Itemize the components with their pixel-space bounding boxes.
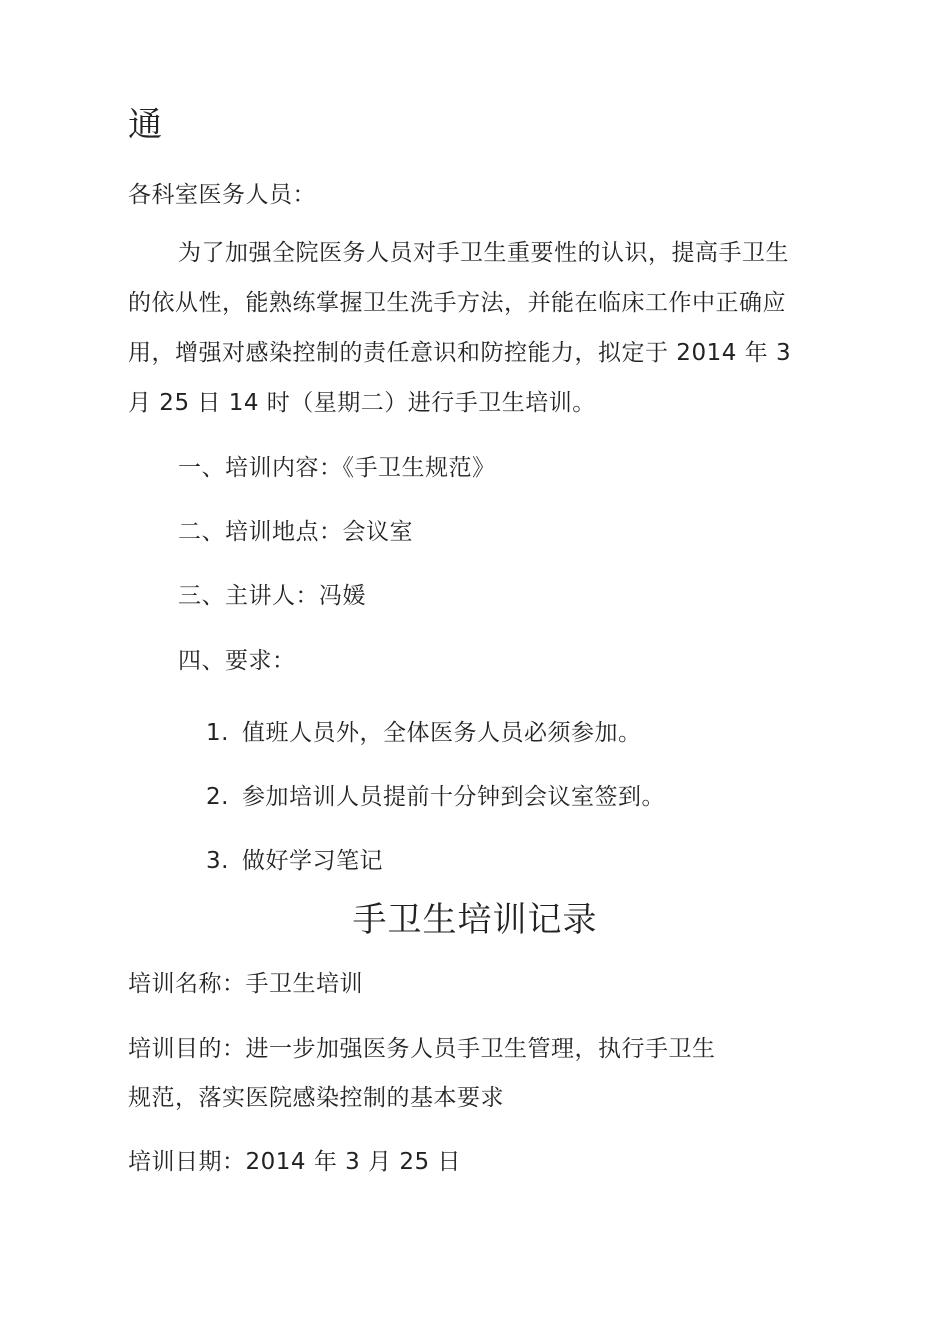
requirement-number: 2. xyxy=(206,784,229,810)
requirement-item xyxy=(206,718,642,748)
training-purpose-line: 规范，落实医院感染控制的基本要求 xyxy=(128,1085,504,1111)
notice-heading: 通 xyxy=(128,105,162,145)
requirement-text: 值班人员外，全体医务人员必须参加。 xyxy=(242,720,642,746)
salutation: 各科室医务人员： xyxy=(128,182,316,208)
requirement-item xyxy=(206,846,383,876)
body-line: 月 25 日 14 时（星期二）进行手卫生培训。 xyxy=(128,390,596,416)
training-purpose-line: 培训目的：进一步加强医务人员手卫生管理，执行手卫生 xyxy=(128,1036,716,1062)
record-title: 手卫生培训记录 xyxy=(352,900,598,940)
item-content: 一、培训内容：《手卫生规范》 xyxy=(178,455,496,481)
training-date: 培训日期：2014 年 3 月 25 日 xyxy=(128,1149,461,1175)
requirement-number: 1. xyxy=(206,720,229,746)
body-line: 用，增强对感染控制的责任意识和防控能力，拟定于 2014 年 3 xyxy=(128,340,792,366)
item-location: 二、培训地点：会议室 xyxy=(178,519,413,545)
requirement-text: 做好学习笔记 xyxy=(242,848,383,874)
training-name: 培训名称：手卫生培训 xyxy=(128,971,363,997)
requirement-text: 参加培训人员提前十分钟到会议室签到。 xyxy=(242,784,665,810)
body-line: 的依从性，能熟练掌握卫生洗手方法，并能在临床工作中正确应 xyxy=(128,290,786,316)
requirement-number: 3. xyxy=(206,848,229,874)
item-requirements: 四、要求： xyxy=(178,648,296,674)
body-line: 为了加强全院医务人员对手卫生重要性的认识，提高手卫生 xyxy=(178,240,789,266)
requirement-item xyxy=(206,782,665,812)
item-speaker: 三、主讲人：冯媛 xyxy=(178,583,366,609)
